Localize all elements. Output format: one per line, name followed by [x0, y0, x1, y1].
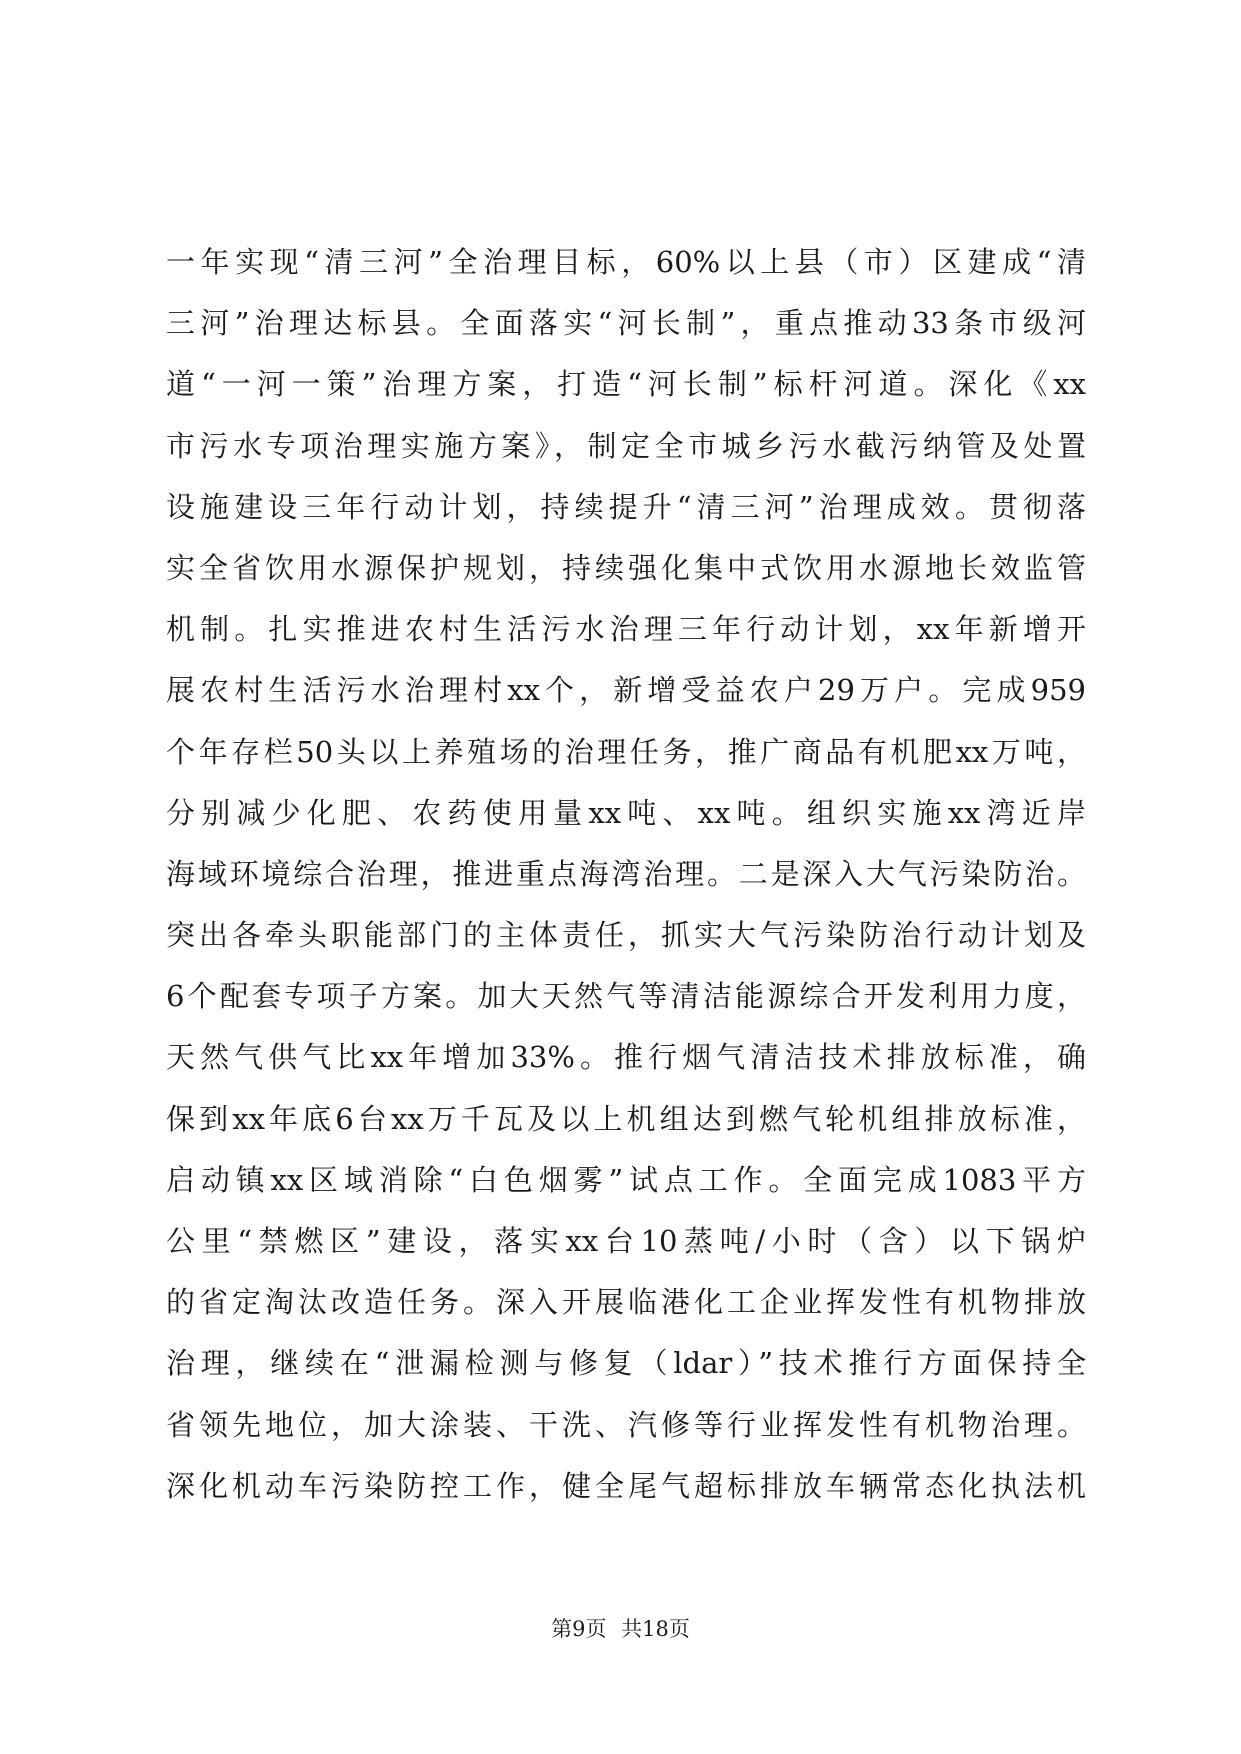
body-paragraph: [166, 232, 1086, 1517]
page-total: 共18页: [621, 1617, 690, 1641]
text-line-11: 海域环境综合治理，推进重点海湾治理。二是深入大气污染防治。: [166, 856, 1086, 891]
text-line-10: 分别减少化肥、农药使用量xx吨、xx吨。组织实施xx湾近岸: [166, 795, 1086, 830]
text-line-1: 一年实现“清三河”全治理目标，60%以上县（市）区建成“清: [166, 245, 1086, 279]
page-footer: [0, 1614, 1241, 1644]
text-line-2: 三河”治理达标县。全面落实“河长制”，重点推动33条市级河: [166, 306, 1086, 341]
text-line-8: 展农村生活污水治理村xx个，新增受益农户29万户。完成959: [166, 673, 1086, 708]
text-line-13: 6个配套专项子方案。加大天然气等清洁能源综合开发利用力度，: [166, 979, 1086, 1014]
text-line-21: 深化机动车污染防控工作，健全尾气超标排放车辆常态化执法机: [166, 1468, 1086, 1503]
text-line-7: 机制。扎实推进农村生活污水治理三年行动计划，xx年新增开: [166, 612, 1086, 647]
page-number: 第9页: [551, 1617, 607, 1641]
text-line-19: 治理，继续在“泄漏检测与修复（ldar）”技术推行方面保持全: [166, 1346, 1086, 1381]
text-line-14: 天然气供气比xx年增加33%。推行烟气清洁技术排放标准，确: [166, 1040, 1086, 1075]
text-line-12: 突出各牵头职能部门的主体责任，抓实大气污染防治行动计划及: [166, 918, 1086, 953]
text-line-17: 公里“禁燃区”建设，落实xx台10蒸吨/小时（含）以下锅炉: [166, 1224, 1086, 1258]
text-line-16: 启动镇xx区域消除“白色烟雾”试点工作。全面完成1083平方: [166, 1162, 1086, 1197]
text-line-20: 省领先地位，加大涂装、干洗、汽修等行业挥发性有机物治理。: [166, 1407, 1086, 1442]
text-line-3: 道“一河一策”治理方案，打造“河长制”标杆河道。深化《xx: [166, 367, 1086, 402]
text-line-5: 设施建设三年行动计划，持续提升“清三河”治理成效。贯彻落: [166, 489, 1086, 524]
text-line-6: 实全省饮用水源保护规划，持续强化集中式饮用水源地长效监管: [166, 550, 1086, 585]
text-line-4: 市污水专项治理实施方案》，制定全市城乡污水截污纳管及处置: [166, 428, 1086, 463]
text-line-18: 的省定淘汰改造任务。深入开展临港化工企业挥发性有机物排放: [166, 1285, 1086, 1320]
text-line-15: 保到xx年底6台xx万千瓦及以上机组达到燃气轮机组排放标准，: [166, 1101, 1086, 1136]
text-line-9: 个年存栏50头以上养殖场的治理任务，推广商品有机肥xx万吨，: [166, 734, 1086, 769]
